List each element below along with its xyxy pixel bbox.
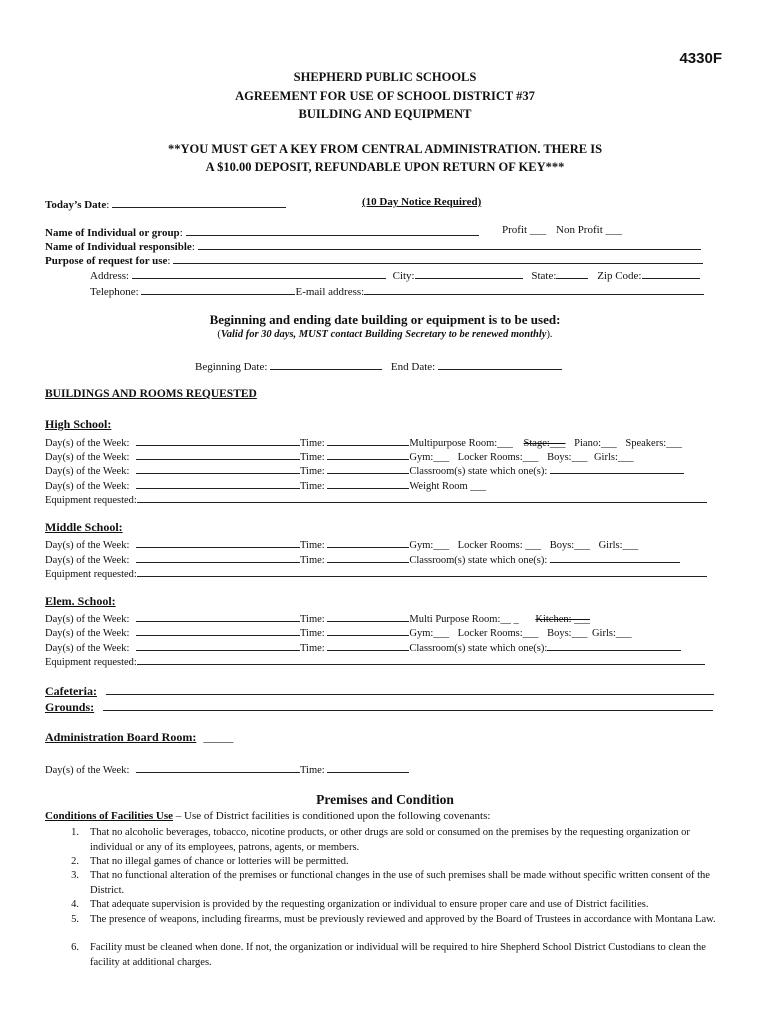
elem-school-title: Elem. School: (45, 594, 116, 608)
hs-locker-rooms[interactable]: Locker Rooms:___ (457, 452, 539, 463)
conditions-title: Conditions of Facilities Use (45, 810, 174, 822)
hs-days-field-2[interactable] (136, 448, 300, 460)
purpose-field[interactable] (173, 252, 703, 264)
ms-gym[interactable]: Gym:___ (409, 540, 450, 551)
name-group-row: Name of Individual or group: (45, 224, 479, 239)
buildings-section-title: BUILDINGS AND ROOMS REQUESTED (45, 388, 257, 400)
es-classroom-label: Classroom(s) state which one(s): (409, 643, 548, 654)
es-days-field-3[interactable] (136, 639, 300, 651)
es-boys[interactable]: Boys:___ (547, 628, 588, 639)
es-days-row-1: Day(s) of the Week: Time: Multi Purpose Room:__ _ Kitchen: ___ (45, 610, 590, 625)
ms-classroom-field[interactable] (550, 551, 680, 563)
es-days-field-2[interactable] (136, 624, 300, 636)
beginning-date-label: Beginning Date: (195, 361, 268, 373)
ms-equipment-row: Equipment requested: (45, 565, 707, 580)
agreement-subtitle: BUILDING AND EQUIPMENT (298, 107, 472, 121)
email-label: E-mail address: (295, 286, 365, 298)
condition-number: 4. (71, 899, 79, 910)
telephone-field[interactable] (141, 283, 295, 295)
hs-days-row-1: Day(s) of the Week: Time: Multipurpose Room:___ Stage:___ Piano:___ Speakers:___ (45, 434, 682, 449)
cafeteria-field[interactable] (106, 683, 714, 695)
es-time-field-3[interactable] (327, 639, 409, 651)
dates-section-title: Beginning and ending date building or equipment is to be used: (209, 312, 561, 327)
key-notice-line2: A $10.00 DEPOSIT, REFUNDABLE UPON RETURN OF KEY*** (205, 160, 565, 174)
district-name: SHEPHERD PUBLIC SCHOOLS (293, 70, 477, 84)
hs-time-field-3[interactable] (327, 462, 409, 474)
grounds-row (45, 699, 713, 715)
state-field[interactable] (556, 267, 588, 279)
ms-time-field-1[interactable] (327, 536, 409, 548)
ms-days-field-1[interactable] (136, 536, 300, 548)
condition-item (45, 825, 725, 855)
zip-label: Zip Code: (597, 270, 642, 282)
admin-room-checkbox[interactable]: _____ (203, 730, 234, 744)
hs-time-field-4[interactable] (327, 477, 409, 489)
ms-locker-rooms[interactable]: Locker Rooms: ___ (457, 540, 542, 551)
telephone-row (90, 283, 704, 298)
todays-date-label: Today’s Date (45, 199, 107, 211)
hs-multipurpose[interactable]: Multipurpose Room:___ (409, 438, 513, 449)
condition-item (45, 897, 725, 912)
es-kitchen: Kitchen: ___ (535, 614, 590, 625)
cafeteria-row (45, 683, 714, 699)
hs-days-field-4[interactable] (136, 477, 300, 489)
ms-girls[interactable]: Girls:___ (598, 540, 639, 551)
condition-number: 2. (71, 856, 79, 867)
address-field[interactable] (132, 267, 386, 279)
conditions-intro-text: – Use of District facilities is conditioned upon the following covenants: (173, 810, 491, 822)
condition-number: 5. (71, 914, 79, 925)
hs-gym[interactable]: Gym:___ (409, 452, 450, 463)
es-equipment-row: Equipment requested: (45, 653, 705, 668)
validity-note: Valid for 30 days, MUST contact Building Secretary to be renewed monthly (220, 329, 547, 340)
hs-weight-room[interactable]: Weight Room ___ (409, 481, 487, 492)
es-days-field-1[interactable] (136, 610, 300, 622)
hs-equipment-row: Equipment requested: (45, 491, 707, 506)
hs-days-row-2: Day(s) of the Week: Time: Gym:___ Locker Rooms:___ Boys:___ Girls:___ (45, 448, 634, 463)
telephone-label: Telephone: (90, 286, 139, 298)
hs-time-field-1[interactable] (327, 434, 409, 446)
condition-text: That no functional alteration of the premises or functional changes in the use of such premises shall be made without specific written consent of the District. (90, 870, 710, 896)
grounds-field[interactable] (103, 699, 713, 711)
admin-days-field[interactable] (136, 761, 300, 773)
condition-number: 3. (71, 870, 79, 881)
es-time-field-2[interactable] (327, 624, 409, 636)
ms-classroom-label: Classroom(s) state which one(s): (409, 555, 548, 566)
state-label: State: (531, 270, 557, 282)
ms-days-field-2[interactable] (136, 551, 300, 563)
ms-equipment-field[interactable] (137, 565, 707, 577)
address-row (90, 267, 700, 282)
name-group-label: Name of Individual or group (45, 227, 180, 239)
key-notice-line1: **YOU MUST GET A KEY FROM CENTRAL ADMINISTRATION. THERE IS (167, 142, 603, 156)
condition-number: 6. (71, 942, 79, 953)
form-code: 4330F (679, 50, 722, 67)
premises-title: Premises and Condition (316, 792, 454, 807)
admin-time-field[interactable] (327, 761, 409, 773)
city-label: City: (392, 270, 415, 282)
es-multipurpose[interactable]: Multi Purpose Room:__ _ (409, 614, 519, 625)
admin-room-label: Administration Board Room: (45, 730, 197, 744)
hs-girls[interactable]: Girls:___ (593, 452, 634, 463)
condition-text: That no alcoholic beverages, tobacco, nicotine products, or other drugs are sold or consumed on the premises by the requesting organization or individual or any of its employees, patrons, agents, or members. (90, 827, 690, 853)
dates-section-subtitle: (Valid for 30 days, MUST contact Building Secretary to be renewed monthly). (217, 329, 553, 340)
ten-day-notice: (10 Day Notice Required) (362, 196, 482, 208)
end-date-label: End Date: (390, 361, 436, 373)
profit-checkbox[interactable]: Profit ___ (502, 224, 547, 236)
condition-text: That no illegal games of chance or lotteries will be permitted. (90, 856, 349, 867)
hs-days-field-3[interactable] (136, 462, 300, 474)
end-date-field[interactable] (438, 358, 562, 370)
hs-boys[interactable]: Boys:___ (547, 452, 588, 463)
todays-date-row: Today’s Date: (45, 196, 286, 211)
middle-school-title: Middle School: (45, 520, 123, 534)
responsible-row: Name of Individual responsible: (45, 238, 701, 253)
hs-days-row-3: Day(s) of the Week: Time: Classroom(s) state which one(s): (45, 462, 684, 477)
es-equipment-field[interactable] (137, 653, 705, 665)
es-days-row-3: Day(s) of the Week: Time: Classroom(s) state which one(s): (45, 639, 681, 654)
todays-date-field[interactable] (112, 196, 286, 208)
admin-room-row (45, 730, 233, 745)
condition-item (45, 868, 725, 898)
condition-text: That adequate supervision is provided by the requesting organization or individual to ensure proper care and use of District facilities. (90, 899, 649, 910)
condition-number: 1. (71, 827, 79, 838)
admin-days-row: Day(s) of the Week: Time: (45, 761, 409, 776)
es-time-field-1[interactable] (327, 610, 409, 622)
ms-boys[interactable]: Boys:___ (549, 540, 590, 551)
hs-days-row-4: Day(s) of the Week: Time: Weight Room ___ (45, 477, 486, 492)
hs-classroom-field[interactable] (550, 462, 684, 474)
hs-days-field-1[interactable] (136, 434, 300, 446)
beginning-date-field[interactable] (270, 358, 382, 370)
ms-days-row-2: Day(s) of the Week: Time: Classroom(s) state which one(s): (45, 551, 680, 566)
es-girls[interactable]: Girls:___ (591, 628, 632, 639)
hs-equipment-field[interactable] (137, 491, 707, 503)
hs-piano[interactable]: Piano:___ (574, 438, 617, 449)
cafeteria-label: Cafeteria: (45, 684, 97, 698)
condition-item (45, 940, 725, 970)
ms-time-field-2[interactable] (327, 551, 409, 563)
responsible-label: Name of Individual responsible (45, 241, 192, 253)
responsible-field[interactable] (198, 238, 701, 250)
hs-speakers[interactable]: Speakers:___ (625, 438, 682, 449)
purpose-row: Purpose of request for use: (45, 252, 703, 267)
es-gym[interactable]: Gym:___ (409, 628, 450, 639)
es-days-row-2: Day(s) of the Week: Time: Gym:___ Locker Rooms:___ Boys:___ Girls:___ (45, 624, 632, 639)
address-label: Address: (90, 270, 130, 282)
ms-days-row-1: Day(s) of the Week: Time: Gym:___ Locker Rooms: ___ Boys:___ Girls:___ (45, 536, 638, 551)
nonprofit-checkbox[interactable]: Non Profit ___ (556, 224, 622, 236)
city-field[interactable] (415, 267, 523, 279)
condition-item (45, 912, 725, 942)
grounds-label: Grounds: (45, 700, 95, 714)
hs-stage: Stage:___ (523, 438, 566, 449)
purpose-label: Purpose of request for use (45, 255, 168, 267)
agreement-title: AGREEMENT FOR USE OF SCHOOL DISTRICT #37 (235, 89, 535, 103)
date-range-row (195, 358, 562, 373)
zip-field[interactable] (642, 267, 700, 279)
es-locker-rooms[interactable]: Locker Rooms:___ (457, 628, 539, 639)
condition-item (45, 854, 725, 869)
name-group-field[interactable] (186, 224, 479, 236)
hs-classroom-label: Classroom(s) state which one(s): (409, 466, 548, 477)
condition-text: The presence of weapons, including firearms, must be previously reviewed and approved by the Board of Trustees in accordance with Montana Law. (90, 914, 716, 925)
condition-text: Facility must be cleaned when done. If not, the organization or individual will be required to hire Shepherd School District Custodians to clean the facility at additional charges. (90, 942, 706, 968)
email-field[interactable] (364, 283, 704, 295)
high-school-title: High School: (45, 417, 112, 431)
es-classroom-field[interactable] (547, 639, 681, 651)
conditions-intro (45, 810, 490, 822)
hs-time-field-2[interactable] (327, 448, 409, 460)
